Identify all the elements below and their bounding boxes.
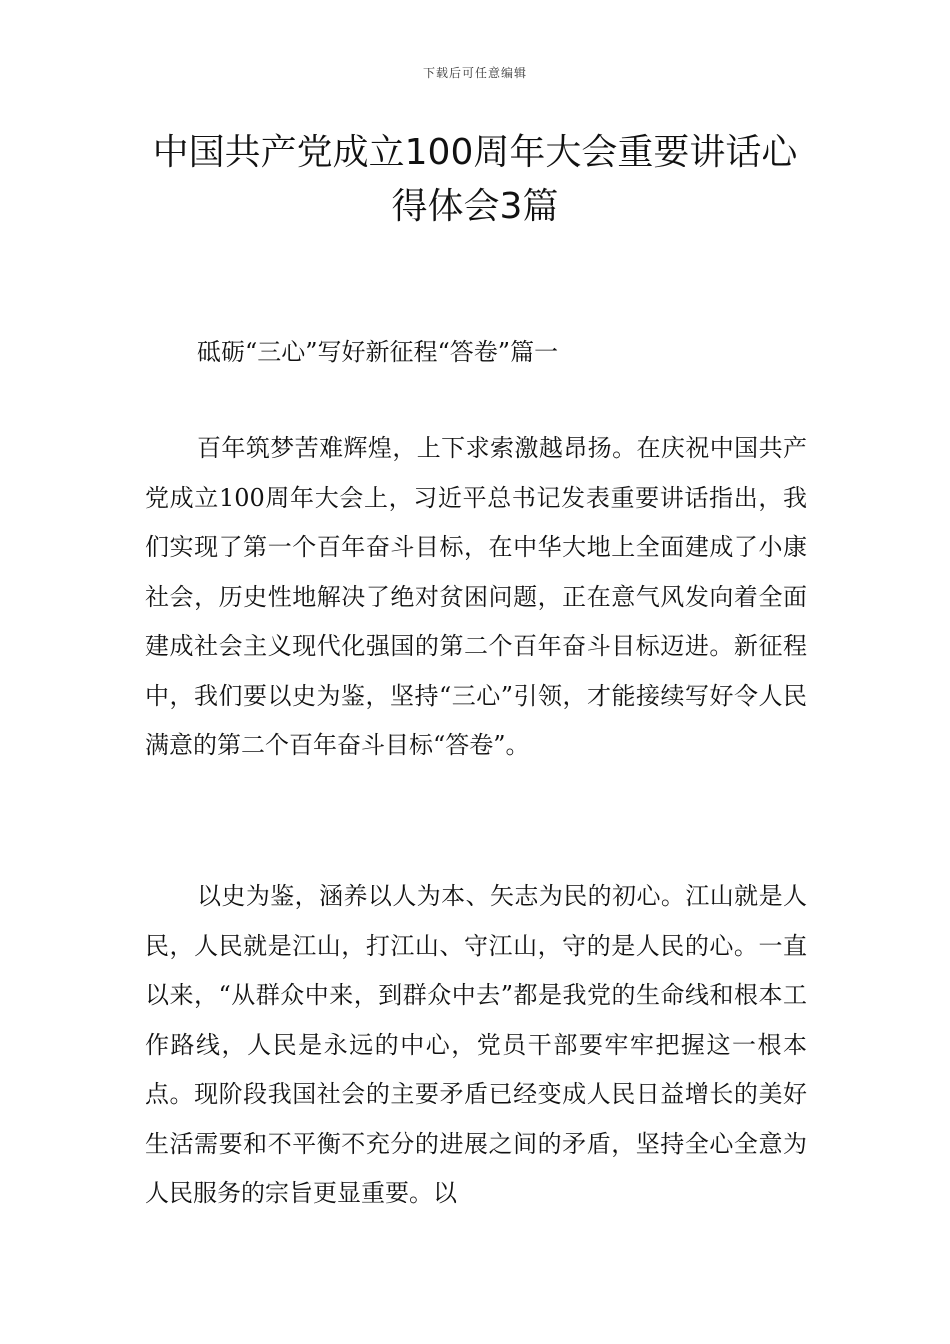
body-paragraph-1: 百年筑梦苦难辉煌，上下求索激越昂扬。在庆祝中国共产党成立100周年大会上，习近平总书记发表重要讲话指出，我们实现了第一个百年奋斗目标，在中华大地上全面建成了小康社会，历史性地解决了绝对贫困问题，正在意气风发向着全面建成社会主义现代化强国的第二个百年奋斗目标迈进。新征程中，我们要以史为鉴，坚持“三心”引领，才能接续写好令人民满意的第二个百年奋斗目标“答卷”。	[145, 434, 807, 759]
body-paragraph-2: 以史为鉴，涵养以人为本、矢志为民的初心。江山就是人民，人民就是江山，打江山、守江山，守的是人民的心。一直以来，“从群众中来，到群众中去”都是我党的生命线和根本工作路线，人民是永远的中心，党员干部要牢牢把握这一根本点。现阶段我国社会的主要矛盾已经变成人民日益增长的美好生活需要和不平衡不充分的进展之间的矛盾，坚持全心全意为人民服务的宗旨更显重要。以	[145, 882, 807, 1207]
header-note: 下载后可任意编辑	[422, 66, 527, 80]
section-heading: 砥砺“三心”写好新征程“答卷”篇一	[197, 338, 559, 366]
document-title: 中国共产党成立100周年大会重要讲话心得体会3篇	[152, 132, 798, 227]
